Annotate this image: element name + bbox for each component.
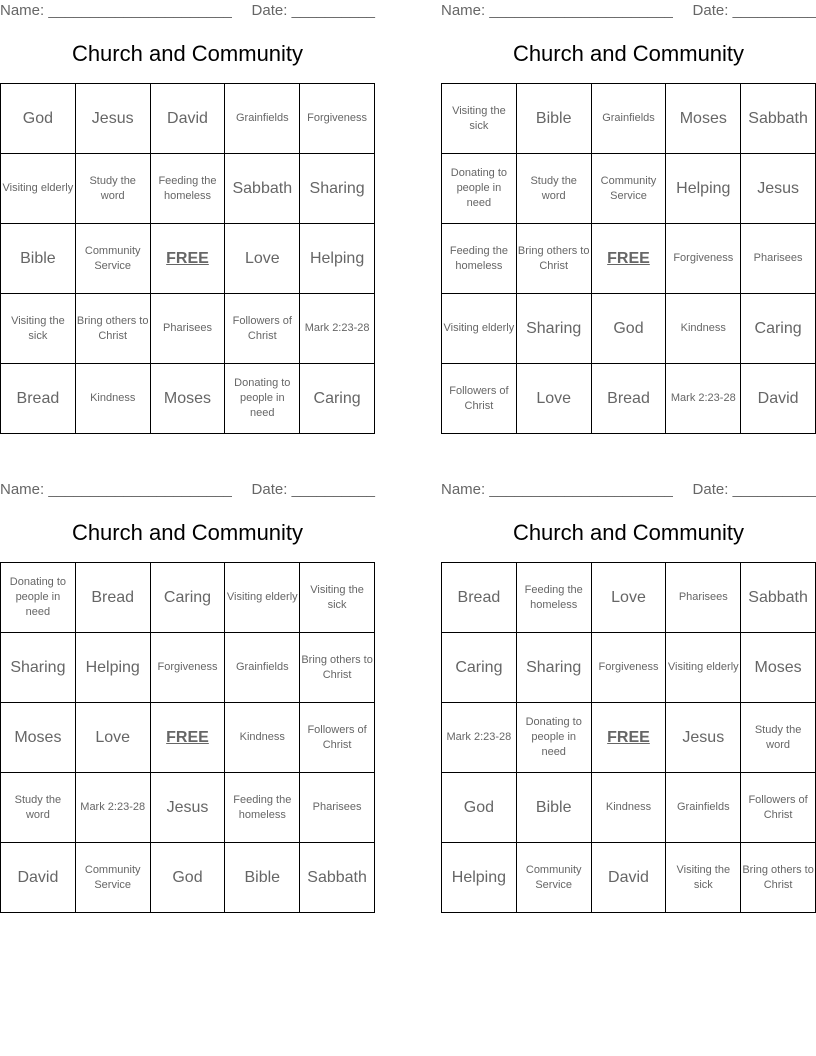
bingo-cell: Followers of Christ bbox=[741, 773, 816, 843]
bingo-cell: Bread bbox=[1, 364, 76, 434]
grid-row bbox=[1, 773, 375, 843]
bingo-card-3 bbox=[0, 479, 375, 913]
bingo-cell: Donating to people in need bbox=[442, 154, 517, 224]
bingo-cell: Community Service bbox=[591, 154, 666, 224]
bingo-cell: Mark 2:23-28 bbox=[666, 364, 741, 434]
bingo-cell: David bbox=[591, 843, 666, 913]
grid-row bbox=[442, 563, 816, 633]
bingo-cell: Followers of Christ bbox=[225, 294, 300, 364]
grid-row bbox=[1, 633, 375, 703]
bingo-cell: Visiting the sick bbox=[442, 84, 517, 154]
bingo-cell: Bring others to Christ bbox=[741, 843, 816, 913]
bingo-cell: Donating to people in need bbox=[1, 563, 76, 633]
bingo-cell: Bread bbox=[75, 563, 150, 633]
bingo-cell: Jesus bbox=[741, 154, 816, 224]
grid-row bbox=[442, 773, 816, 843]
bingo-cell: Bible bbox=[1, 224, 76, 294]
bingo-grid bbox=[441, 83, 816, 434]
bingo-cell: Study the word bbox=[741, 703, 816, 773]
bingo-cell: David bbox=[741, 364, 816, 434]
bingo-cell: Feeding the homeless bbox=[442, 224, 517, 294]
bingo-cell: Moses bbox=[1, 703, 76, 773]
card-title: Church and Community bbox=[512, 41, 745, 66]
bingo-cell: Bible bbox=[516, 84, 591, 154]
grid-row bbox=[1, 224, 375, 294]
bingo-cell: Kindness bbox=[591, 773, 666, 843]
card-header bbox=[441, 479, 816, 499]
bingo-cell: Visiting elderly bbox=[442, 294, 517, 364]
bingo-cell: Kindness bbox=[225, 703, 300, 773]
bingo-cell: Bring others to Christ bbox=[75, 294, 150, 364]
bingo-cell: Bible bbox=[516, 773, 591, 843]
bingo-cell: Mark 2:23-28 bbox=[300, 294, 375, 364]
bingo-cell: Pharisees bbox=[300, 773, 375, 843]
bingo-cell: Moses bbox=[666, 84, 741, 154]
free-space: FREE bbox=[150, 224, 225, 294]
bingo-card-2 bbox=[441, 0, 816, 434]
card-header bbox=[0, 479, 375, 499]
bingo-cell: Community Service bbox=[75, 224, 150, 294]
bingo-cell: Forgiveness bbox=[300, 84, 375, 154]
bingo-cell: Community Service bbox=[516, 843, 591, 913]
grid-row bbox=[1, 364, 375, 434]
bingo-cell: Helping bbox=[300, 224, 375, 294]
bingo-cell: David bbox=[1, 843, 76, 913]
free-space: FREE bbox=[150, 703, 225, 773]
bingo-cell: Feeding the homeless bbox=[225, 773, 300, 843]
bingo-card-4 bbox=[441, 479, 816, 913]
bingo-cell: Kindness bbox=[75, 364, 150, 434]
bingo-cell: Caring bbox=[300, 364, 375, 434]
grid-row bbox=[442, 843, 816, 913]
bingo-cell: Forgiveness bbox=[591, 633, 666, 703]
bingo-cell: Pharisees bbox=[150, 294, 225, 364]
free-space: FREE bbox=[591, 703, 666, 773]
bingo-cell: Grainfields bbox=[225, 84, 300, 154]
bingo-cell: Sabbath bbox=[225, 154, 300, 224]
card-header bbox=[441, 0, 816, 20]
bingo-cell: Sharing bbox=[300, 154, 375, 224]
bingo-cell: Grainfields bbox=[225, 633, 300, 703]
bingo-cell: Study the word bbox=[1, 773, 76, 843]
grid-row bbox=[442, 633, 816, 703]
bingo-cell: Love bbox=[591, 563, 666, 633]
bingo-cell: Helping bbox=[442, 843, 517, 913]
bingo-cell: Study the word bbox=[516, 154, 591, 224]
bingo-cell: Followers of Christ bbox=[300, 703, 375, 773]
bingo-cell: Feeding the homeless bbox=[150, 154, 225, 224]
bingo-cell: Visiting the sick bbox=[1, 294, 76, 364]
bingo-cell: Visiting the sick bbox=[666, 843, 741, 913]
grid-row bbox=[1, 703, 375, 773]
bingo-cell: Mark 2:23-28 bbox=[75, 773, 150, 843]
bingo-cell: Visiting elderly bbox=[225, 563, 300, 633]
bingo-cell: Jesus bbox=[75, 84, 150, 154]
grid-row bbox=[1, 563, 375, 633]
free-space: FREE bbox=[591, 224, 666, 294]
grid-row bbox=[1, 84, 375, 154]
bingo-cell: Bring others to Christ bbox=[516, 224, 591, 294]
card-title: Church and Community bbox=[71, 520, 304, 545]
name-field-label: Name: ______________________ bbox=[0, 481, 232, 498]
bingo-grid bbox=[0, 562, 375, 913]
grid-row bbox=[1, 294, 375, 364]
bingo-cell: Bring others to Christ bbox=[300, 633, 375, 703]
date-field-label: Date: __________ bbox=[692, 2, 816, 19]
bingo-cell: Visiting elderly bbox=[1, 154, 76, 224]
bingo-cell: Pharisees bbox=[741, 224, 816, 294]
bingo-cell: Sharing bbox=[1, 633, 76, 703]
bingo-cell: Feeding the homeless bbox=[516, 563, 591, 633]
bingo-cell: Grainfields bbox=[666, 773, 741, 843]
name-field-label: Name: ______________________ bbox=[0, 2, 232, 19]
bingo-cell: Forgiveness bbox=[150, 633, 225, 703]
card-title: Church and Community bbox=[512, 520, 745, 545]
bingo-cell: Followers of Christ bbox=[442, 364, 517, 434]
bingo-cell: Grainfields bbox=[591, 84, 666, 154]
bingo-cell: Pharisees bbox=[666, 563, 741, 633]
bingo-cell: Bread bbox=[591, 364, 666, 434]
card-header bbox=[0, 0, 375, 20]
bingo-cell: Jesus bbox=[666, 703, 741, 773]
bingo-cell: Love bbox=[516, 364, 591, 434]
bingo-cell: Caring bbox=[150, 563, 225, 633]
name-field-label: Name: ______________________ bbox=[441, 481, 673, 498]
bingo-cell: Community Service bbox=[75, 843, 150, 913]
bingo-cell: Donating to people in need bbox=[225, 364, 300, 434]
grid-row bbox=[442, 84, 816, 154]
bingo-cell: God bbox=[150, 843, 225, 913]
grid-row bbox=[1, 154, 375, 224]
bingo-cell: Kindness bbox=[666, 294, 741, 364]
bingo-cell: God bbox=[442, 773, 517, 843]
bingo-cell: Mark 2:23-28 bbox=[442, 703, 517, 773]
date-field-label: Date: __________ bbox=[251, 2, 375, 19]
bingo-cell: Love bbox=[225, 224, 300, 294]
bingo-cell: Sabbath bbox=[741, 563, 816, 633]
bingo-cell: Helping bbox=[75, 633, 150, 703]
bingo-cell: Sharing bbox=[516, 294, 591, 364]
name-field-label: Name: ______________________ bbox=[441, 2, 673, 19]
bingo-cell: Bread bbox=[442, 563, 517, 633]
bingo-grid bbox=[441, 562, 816, 913]
bingo-cell: Moses bbox=[741, 633, 816, 703]
bingo-cell: Bible bbox=[225, 843, 300, 913]
bingo-cell: Sabbath bbox=[741, 84, 816, 154]
bingo-cell: Sharing bbox=[516, 633, 591, 703]
grid-row bbox=[442, 294, 816, 364]
bingo-cell: Sabbath bbox=[300, 843, 375, 913]
bingo-cell: David bbox=[150, 84, 225, 154]
grid-row bbox=[442, 154, 816, 224]
bingo-cell: Visiting the sick bbox=[300, 563, 375, 633]
bingo-grid bbox=[0, 83, 375, 434]
bingo-cell: Caring bbox=[741, 294, 816, 364]
grid-row bbox=[442, 224, 816, 294]
bingo-cell: Jesus bbox=[150, 773, 225, 843]
grid-row bbox=[1, 843, 375, 913]
bingo-cell: Forgiveness bbox=[666, 224, 741, 294]
bingo-card-1 bbox=[0, 0, 375, 434]
bingo-cell: Donating to people in need bbox=[516, 703, 591, 773]
bingo-cell: Study the word bbox=[75, 154, 150, 224]
bingo-cell: Helping bbox=[666, 154, 741, 224]
bingo-cell: God bbox=[591, 294, 666, 364]
bingo-cell: Love bbox=[75, 703, 150, 773]
card-title: Church and Community bbox=[71, 41, 304, 66]
bingo-cell: Moses bbox=[150, 364, 225, 434]
grid-row bbox=[442, 703, 816, 773]
bingo-cell: God bbox=[1, 84, 76, 154]
bingo-cell: Visiting elderly bbox=[666, 633, 741, 703]
bingo-cell: Caring bbox=[442, 633, 517, 703]
date-field-label: Date: __________ bbox=[692, 481, 816, 498]
date-field-label: Date: __________ bbox=[251, 481, 375, 498]
grid-row bbox=[442, 364, 816, 434]
